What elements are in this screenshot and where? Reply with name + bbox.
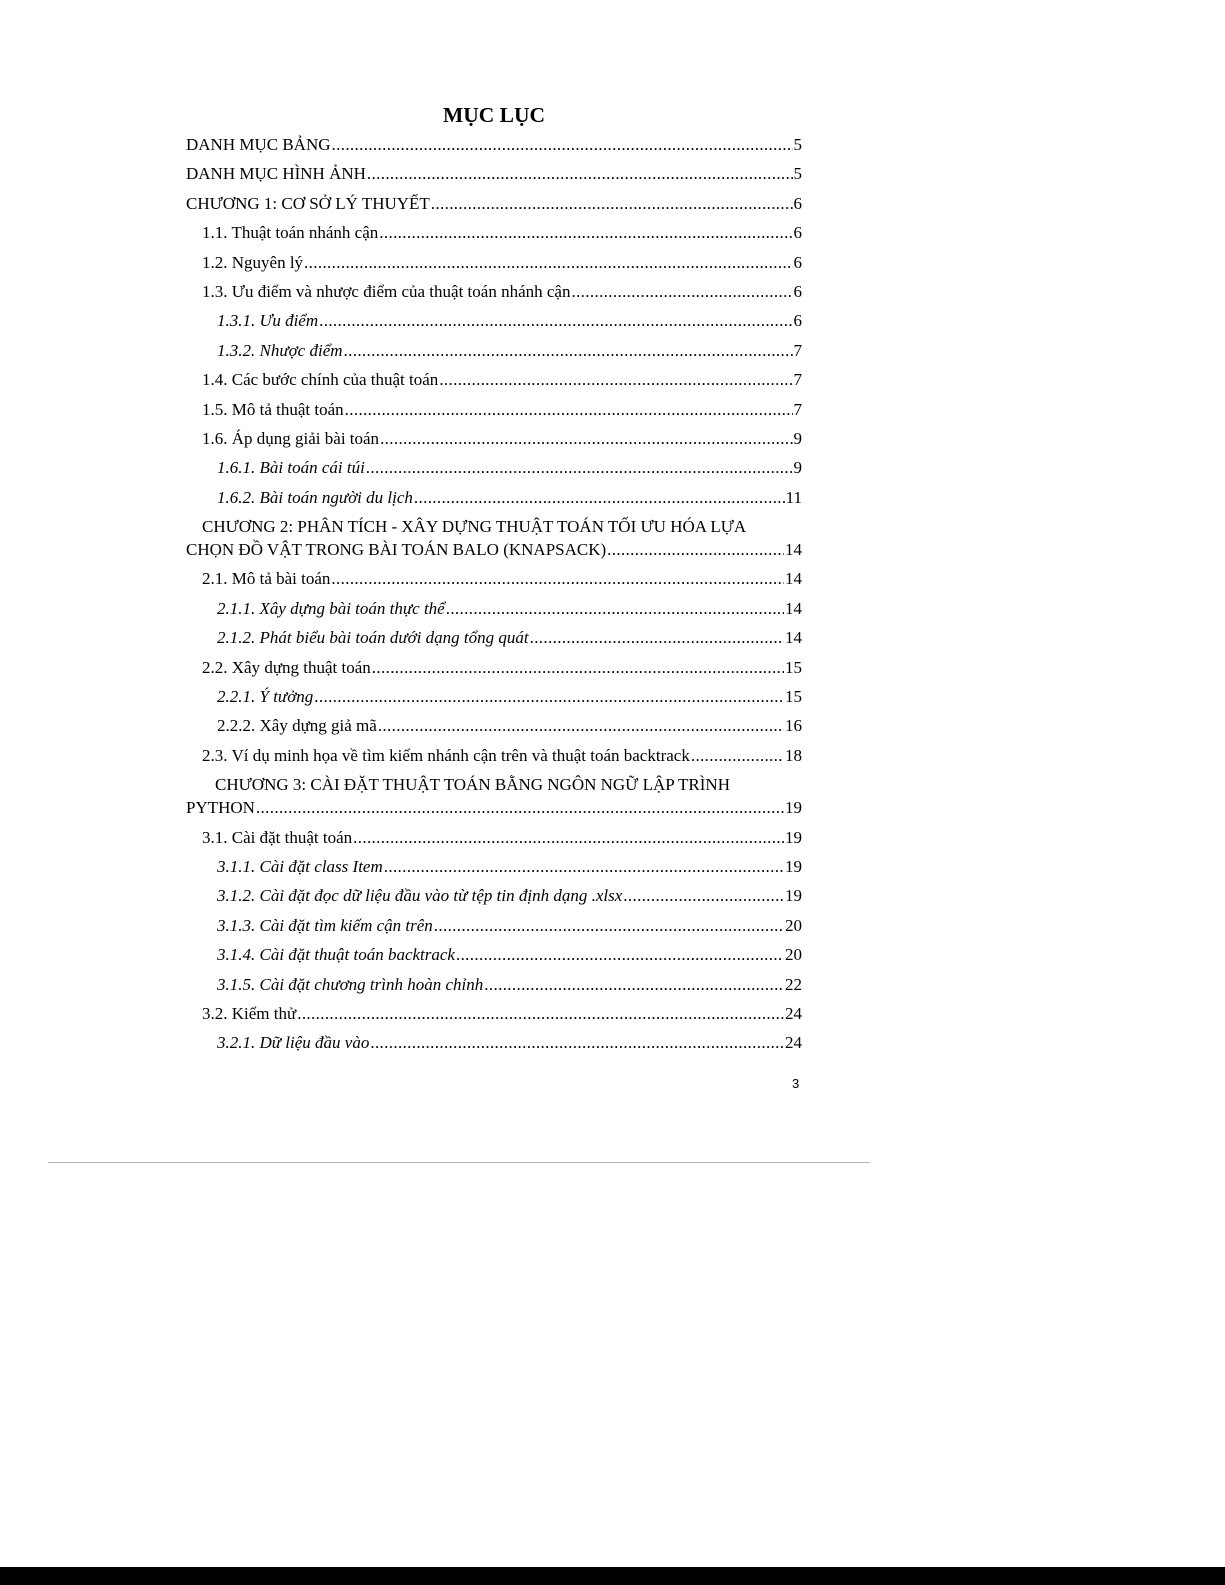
toc-entry-label: CHƯƠNG 1: CƠ SỞ LÝ THUYẾT xyxy=(186,193,430,213)
dot-leader xyxy=(344,336,793,365)
dot-leader xyxy=(314,682,784,711)
toc-entry-label: 1.6.2. Bài toán người du lịch xyxy=(217,487,413,507)
dot-leader xyxy=(434,911,784,940)
toc-entry-label: 1.3.1. Ưu điểm xyxy=(217,311,319,331)
toc-entry-page: 5 xyxy=(793,164,802,184)
toc-entry-2-3[interactable] xyxy=(186,741,802,770)
toc-entry-chuong-1[interactable] xyxy=(186,189,802,218)
toc-entry-page: 19 xyxy=(785,856,802,876)
toc-entry-label: 3.1.5. Cài đặt chương trình hoàn chỉnh xyxy=(217,974,484,994)
toc-entry-1-3-1[interactable] xyxy=(186,306,802,335)
toc-entry-3-1[interactable] xyxy=(186,823,802,852)
toc-entry-label-line1: CHƯƠNG 2: PHÂN TÍCH - XÂY DỰNG THUẬT TOÁN TỐI ƯU HÓA LỰA xyxy=(202,517,747,537)
dot-leader xyxy=(370,1028,784,1057)
dot-leader xyxy=(256,796,784,819)
dot-leader xyxy=(367,159,793,188)
toc-entry-page: 19 xyxy=(785,827,802,847)
toc-entry-2-1-2[interactable] xyxy=(186,623,802,652)
toc-entry-label: 2.2.2. Xây dựng giả mã xyxy=(217,716,377,736)
toc-entry-3-1-3[interactable] xyxy=(186,911,802,940)
toc-entry-1-3[interactable] xyxy=(186,277,802,306)
toc-entry-label: 2.3. Ví dụ minh họa về tìm kiếm nhánh cận trên và thuật toán backtrack xyxy=(202,745,690,765)
toc-entry-chuong-2[interactable] xyxy=(186,515,802,561)
toc-entry-page: 14 xyxy=(785,628,802,648)
toc-entry-page: 22 xyxy=(785,974,802,994)
dot-leader xyxy=(366,453,793,482)
bottom-bar xyxy=(0,1567,1225,1585)
toc-entry-page: 14 xyxy=(785,598,802,618)
toc-entry-2-1[interactable] xyxy=(186,564,802,593)
toc-entry-2-2-2[interactable] xyxy=(186,711,802,740)
toc-entry-page: 16 xyxy=(785,716,802,736)
toc-entry-page: 18 xyxy=(785,745,802,765)
dot-leader xyxy=(571,277,792,306)
toc-entry-label: DANH MỤC HÌNH ẢNH xyxy=(186,164,366,184)
dot-leader xyxy=(379,218,792,247)
toc-entry-3-1-2[interactable] xyxy=(186,881,802,910)
toc-entry-chuong-3[interactable] xyxy=(186,773,802,819)
toc-entry-page: 19 xyxy=(785,798,802,818)
toc-entry-label: 3.1.3. Cài đặt tìm kiếm cận trên xyxy=(217,915,433,935)
dot-leader xyxy=(607,538,784,561)
toc-entry-page: 6 xyxy=(793,252,802,272)
dot-leader xyxy=(384,852,784,881)
toc-entry-2-2[interactable] xyxy=(186,653,802,682)
toc-entry-danh-muc-hinh-anh[interactable] xyxy=(186,159,802,188)
toc-entry-page: 7 xyxy=(793,370,802,390)
toc-entry-label: 1.6.1. Bài toán cái túi xyxy=(217,458,365,478)
toc-entry-label: 2.2. Xây dựng thuật toán xyxy=(202,657,371,677)
toc-entry-page: 15 xyxy=(785,657,802,677)
toc-entry-1-6-2[interactable] xyxy=(186,483,802,512)
toc-entry-label: 3.1.1. Cài đặt class Item xyxy=(217,856,383,876)
page-divider xyxy=(48,1162,870,1163)
toc-entry-page: 24 xyxy=(785,1003,802,1023)
dot-leader xyxy=(431,189,793,218)
toc-entry-page: 7 xyxy=(793,399,802,419)
dot-leader xyxy=(353,823,784,852)
toc-entry-2-2-1[interactable] xyxy=(186,682,802,711)
toc-entry-label: 3.2.1. Dữ liệu đầu vào xyxy=(217,1033,370,1053)
dot-leader xyxy=(446,594,784,623)
dot-leader xyxy=(530,623,784,652)
toc-entry-label: 3.2. Kiểm thử xyxy=(202,1003,297,1023)
toc-entry-danh-muc-bang[interactable] xyxy=(186,130,802,159)
toc-entry-3-2[interactable] xyxy=(186,999,802,1028)
dot-leader xyxy=(380,424,792,453)
toc-entry-page: 20 xyxy=(785,915,802,935)
toc-entry-3-2-1[interactable] xyxy=(186,1028,802,1057)
toc-entry-page: 20 xyxy=(785,945,802,965)
toc-entry-page: 6 xyxy=(793,193,802,213)
dot-leader xyxy=(304,248,792,277)
dot-leader xyxy=(484,970,784,999)
toc-title: MỤC LỤC xyxy=(442,103,546,127)
dot-leader xyxy=(372,653,784,682)
toc-entry-1-6[interactable] xyxy=(186,424,802,453)
toc-entry-label: 1.3. Ưu điểm và nhược điểm của thuật toán nhánh cận xyxy=(202,281,571,301)
toc-entry-page: 9 xyxy=(793,458,802,478)
toc-entry-page: 9 xyxy=(793,428,802,448)
toc-entry-label: 3.1.4. Cài đặt thuật toán backtrack xyxy=(217,945,455,965)
toc-entry-page: 15 xyxy=(785,687,802,707)
toc-entry-label: 1.4. Các bước chính của thuật toán xyxy=(202,370,439,390)
page-number: 3 xyxy=(792,1076,800,1091)
dot-leader xyxy=(414,483,785,512)
dot-leader xyxy=(623,881,784,910)
toc-entry-1-4[interactable] xyxy=(186,365,802,394)
toc-entry-1-1[interactable] xyxy=(186,218,802,247)
dot-leader xyxy=(691,741,784,770)
toc-entry-1-6-1[interactable] xyxy=(186,453,802,482)
table-of-contents xyxy=(186,100,802,1058)
toc-entry-page: 6 xyxy=(793,311,802,331)
dot-leader xyxy=(297,999,784,1028)
toc-entry-1-2[interactable] xyxy=(186,248,802,277)
toc-entry-label: 2.1.2. Phát biểu bài toán dưới dạng tổng quát xyxy=(217,628,529,648)
dot-leader xyxy=(345,395,793,424)
toc-entry-page: 14 xyxy=(785,540,802,560)
toc-entry-label: 1.1. Thuật toán nhánh cận xyxy=(202,223,379,243)
toc-entry-label: 2.1. Mô tả bài toán xyxy=(202,569,331,589)
toc-entry-label: 3.1.2. Cài đặt đọc dữ liệu đầu vào từ tệp tin định dạng .xlsx xyxy=(217,886,623,906)
toc-entry-label: 3.1. Cài đặt thuật toán xyxy=(202,827,353,847)
dot-leader xyxy=(319,306,792,335)
toc-entry-3-1-5[interactable] xyxy=(186,970,802,999)
toc-entry-3-1-1[interactable] xyxy=(186,852,802,881)
toc-entry-page: 6 xyxy=(793,223,802,243)
toc-entry-1-3-2[interactable] xyxy=(186,336,802,365)
dot-leader xyxy=(332,130,793,159)
toc-entry-page: 5 xyxy=(793,135,802,154)
toc-entry-label: 1.6. Áp dụng giải bài toán xyxy=(202,428,380,448)
toc-entry-label-line2: PYTHON xyxy=(186,798,255,818)
toc-entry-2-1-1[interactable] xyxy=(186,594,802,623)
dot-leader xyxy=(456,940,784,969)
toc-entry-label: 2.1.1. Xây dựng bài toán thực thể xyxy=(217,598,445,618)
toc-entry-page: 6 xyxy=(793,281,802,301)
toc-entry-page: 24 xyxy=(785,1033,802,1053)
toc-entry-page: 7 xyxy=(793,340,802,360)
toc-entry-label-line1: CHƯƠNG 3: CÀI ĐẶT THUẬT TOÁN BẰNG NGÔN NGỮ LẬP TRÌNH xyxy=(215,775,730,795)
toc-entry-label: 1.3.2. Nhược điểm xyxy=(217,340,343,360)
toc-entry-page: 19 xyxy=(785,886,802,906)
dot-leader xyxy=(378,711,784,740)
toc-entry-1-5[interactable] xyxy=(186,395,802,424)
toc-entry-label: 1.5. Mô tả thuật toán xyxy=(202,399,344,419)
toc-entry-page: 14 xyxy=(785,569,802,589)
toc-entry-label: DANH MỤC BẢNG xyxy=(186,135,331,154)
toc-entry-3-1-4[interactable] xyxy=(186,940,802,969)
dot-leader xyxy=(439,365,792,394)
toc-entry-label: 1.2. Nguyên lý xyxy=(202,252,304,272)
toc-entry-label-line2: CHỌN ĐỒ VẬT TRONG BÀI TOÁN BALO (KNAPSACK) xyxy=(186,540,607,560)
toc-entry-page: 11 xyxy=(785,487,802,507)
toc-entry-label: 2.2.1. Ý tưởng xyxy=(217,687,314,707)
dot-leader xyxy=(331,564,784,593)
